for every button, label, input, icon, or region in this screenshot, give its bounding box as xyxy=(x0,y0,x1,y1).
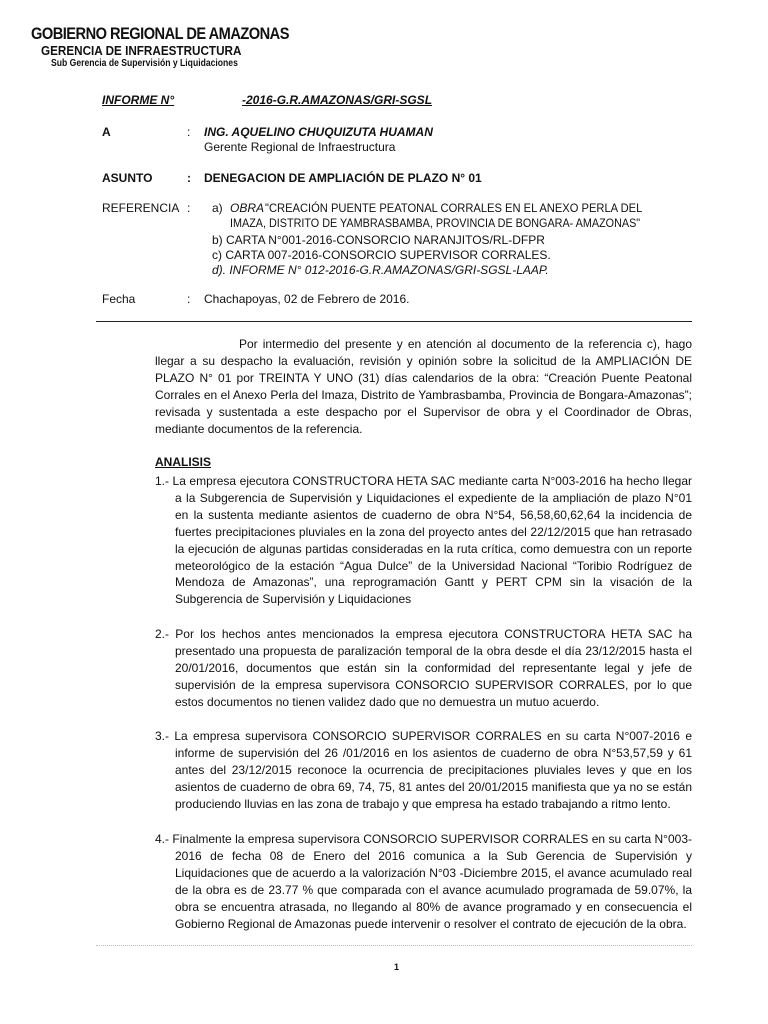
footer-divider xyxy=(96,945,692,946)
reference-colon: : xyxy=(187,201,191,215)
reference-a-obra: OBRA xyxy=(230,201,265,215)
analysis-item-text: 3.- La empresa supervisora CONSORCIO SUPERVISOR CORRALES en su carta N°007-2016 e informe de supervisión del 26 /01/2016 en los asientos de cuaderno de obra N°53,57,59 y 61 antes del 23/12/2015 reconoce la ocurrencia de precipitaciones pluviales leves y que en los asientos de cuaderno de obra 69, 74, 75, 81 antes del 20/01/2015 manifiesta que ya no se están produciendo lluvias en las zona de trabajo y que empresa ha estado trabajando a ritmo lento. xyxy=(155,729,692,811)
date-label: Fecha xyxy=(102,292,136,306)
analysis-item xyxy=(155,626,692,711)
page-number: 1 xyxy=(394,962,400,972)
analysis-heading: ANALISIS xyxy=(155,455,212,469)
header-divider xyxy=(96,321,692,322)
analysis-item-text: 2.- Por los hechos antes mencionados la empresa ejecutora CONSTRUCTORA HETA SAC ha presentado una propuesta de paralización temporal de la obra desde el día 23/12/2015 hasta el 20/01/2016, documentos que están sin la conformidad del representante legal y jefe de supervisión de la empresa supervisora CONSORCIO SUPERVISOR CORRALES, por lo que estos documentos no tienen validez dado que no demuestra un mutuo acuerdo. xyxy=(155,627,692,709)
reference-a-line2: IMAZA, DISTRITO DE YAMBRASBAMBA, PROVINCIA DE BONGARA- AMAZONAS" xyxy=(230,216,641,230)
subject-colon: : xyxy=(187,171,191,185)
to-name: ING. AQUELINO CHUQUIZUTA HUAMAN xyxy=(204,125,433,139)
date-colon: : xyxy=(187,292,191,306)
reference-c: c) CARTA 007-2016-CONSORCIO SUPERVISOR CORRALES. xyxy=(212,248,551,262)
analysis-item xyxy=(155,728,692,813)
to-title: Gerente Regional de Infraestructura xyxy=(204,140,396,154)
reference-b: b) CARTA N°001-2016-CONSORCIO NARANJITOS/RL-DFPR xyxy=(212,233,545,247)
org-name: GOBIERNO REGIONAL DE AMAZONAS xyxy=(31,24,289,43)
department-name: GERENCIA DE INFRAESTRUCTURA xyxy=(41,43,242,58)
analysis-item-text: 4.- Finalmente la empresa supervisora CONSORCIO SUPERVISOR CORRALES en su carta N°003-2016 de fecha 08 de Enero del 2016 comunica a la Sub Gerencia de Supervisión y Liquidaciones que de acuerdo a la valorización N°03 -Diciembre 2015, el avance acumulado real de la obra es de 23.77 % que comparada con el avance acumulado programada de 59.07%, la obra se encuentra atrasada, no llegando al 80% de avance programado y en consecuencia el Gobierno Regional de Amazonas puede intervenir o resolver el contrato de ejecución de la obra. xyxy=(155,832,692,931)
to-label: A xyxy=(102,125,111,139)
informe-label: INFORME N° xyxy=(102,93,175,107)
analysis-item-text: 1.- La empresa ejecutora CONSTRUCTORA HETA SAC mediante carta N°003-2016 ha hecho llegar a la Subgerencia de Supervisión y Liquidaciones el expediente de la ampliación de plazo N°01 en la sustenta mediante asientos de cuaderno de obra N°54, 56,58,60,62,64 la incidencia de fuertes precipitaciones pluviales en la zona del proyecto antes del 22/12/2015 que han retrasado la ejecución de algunas partidas consideradas en la ruta crítica, como demuestra con un reporte meteorológico de la estación “Agua Dulce” de la Universidad Nacional “Toribio Rodríguez de Mendoza de Amazonas”, una reprogramación Gantt y PERT CPM sin la visación de la Subgerencia de Supervisión y Liquidaciones xyxy=(155,474,692,607)
reference-a-line1: "CREACIÓN PUENTE PEATONAL CORRALES EN EL ANEXO PERLA DEL xyxy=(265,201,643,215)
analysis-item xyxy=(155,831,692,932)
reference-label: REFERENCIA xyxy=(102,201,180,215)
analysis-item xyxy=(155,473,692,608)
subdepartment-name: Sub Gerencia de Supervisión y Liquidaciones xyxy=(51,58,238,69)
intro-paragraph: Por intermedio del presente y en atención al documento de la referencia c), hago llegar a su despacho la evaluación, revisión y opinión sobre la solicitud de la AMPLIACIÓN DE PLAZO N° 01 por TREINTA Y UNO (31) días calendarios de la obra: “Creación Puente Peatonal Corrales en el Anexo Perla del Imaza, Distrito de Yambrasbamba, Provincia de Bongara-Amazonas”; revisada y sustentada a este despacho por el Supervisor de obra y el Coordinador de Obras, mediante documentos de la referencia. xyxy=(155,337,692,436)
date-value: Chachapoyas, 02 de Febrero de 2016. xyxy=(204,292,410,306)
subject-label: ASUNTO xyxy=(102,171,153,185)
reference-d: d). INFORME N° 012-2016-G.R.AMAZONAS/GRI-SGSL-LAAP. xyxy=(212,263,549,277)
subject-text: DENEGACION DE AMPLIACIÓN DE PLAZO N° 01 xyxy=(204,171,482,185)
to-colon: : xyxy=(187,125,191,139)
informe-number: -2016-G.R.AMAZONAS/GRI-SGSL xyxy=(242,93,433,107)
reference-a-prefix: a) xyxy=(212,201,223,215)
